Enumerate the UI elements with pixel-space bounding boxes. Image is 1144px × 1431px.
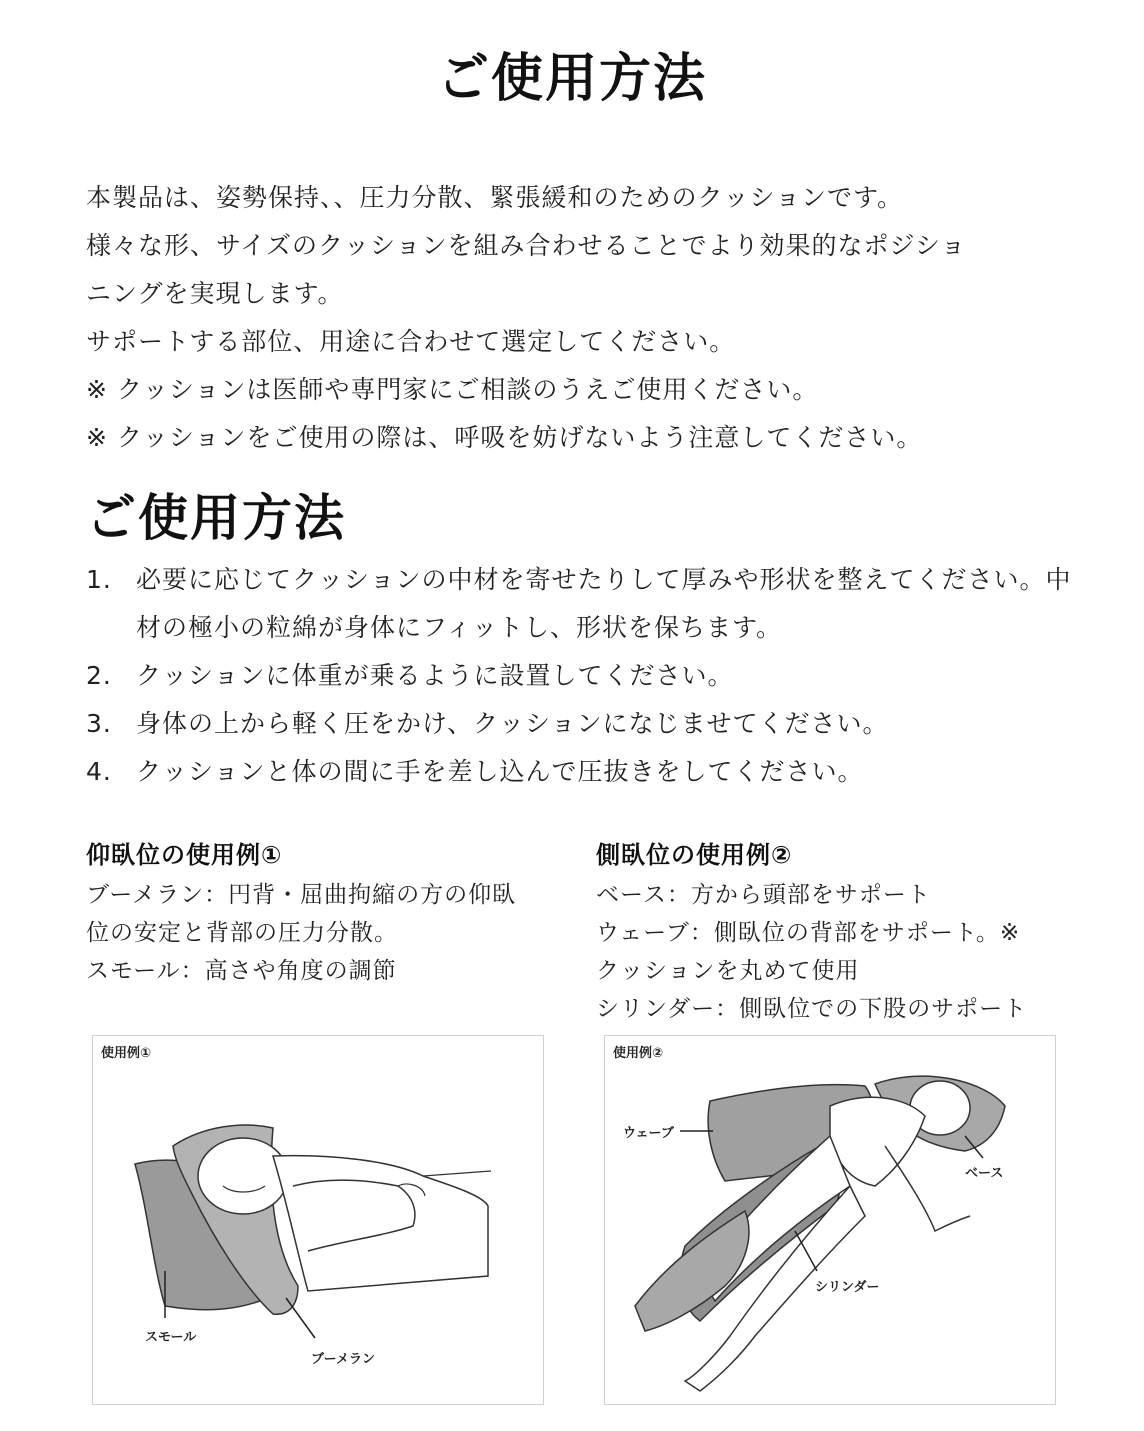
step-text: 必要に応じてクッションの中材を寄せたりして厚みや形状を整えてください。中材の極小の粒綿が身体にフィットし、形状を保ちます。 — [136, 565, 1072, 642]
example-lateral — [596, 836, 1066, 1028]
label-small: スモール — [145, 1330, 197, 1345]
step-number: 1. — [86, 565, 112, 594]
example-line: 位の安定と背部の圧力分散。 — [86, 920, 398, 946]
step-item — [86, 556, 1076, 652]
example-supine — [86, 836, 556, 990]
example-line: クッションを丸めて使用 — [596, 958, 860, 984]
page-title: ご使用方法 — [436, 49, 707, 109]
label-cylinder: シリンダー — [815, 1280, 880, 1295]
step-text: クッションに体重が乗るように設置してください。 — [136, 661, 734, 690]
step-item — [86, 748, 1076, 796]
example-line: ブーメラン：円背・屈曲拘縮の方の仰臥 — [86, 882, 517, 908]
example-line: シリンダー：側臥位での下股のサポート — [596, 996, 1028, 1022]
example-title: 側臥位の使用例② — [596, 841, 793, 869]
illustration-lateral — [604, 1035, 1056, 1405]
intro-line: ニングを実現します。 — [86, 279, 344, 308]
section-title: ご使用方法 — [86, 489, 346, 547]
label-boomerang: ブーメラン — [311, 1352, 375, 1367]
step-item — [86, 700, 1076, 748]
intro-line: ※ クッションは医師や専門家にご相談のうえご使用ください。 — [86, 375, 819, 404]
intro-line: 本製品は、姿勢保持、、圧力分散、緊張緩和のためのクッションです。 — [86, 183, 904, 212]
example-line: ウェーブ：側臥位の背部をサポート。※ — [596, 920, 1021, 946]
step-number: 4. — [86, 757, 112, 786]
intro-text — [86, 174, 1076, 462]
step-item — [86, 652, 1076, 700]
example-line: スモール：高さや角度の調節 — [86, 958, 397, 984]
label-wave: ウェーブ — [623, 1126, 674, 1141]
example-title: 仰臥位の使用例① — [86, 841, 283, 869]
step-number: 3. — [86, 709, 112, 738]
intro-line: サポートする部位、用途に合わせて選定してください。 — [86, 327, 736, 356]
step-text: 身体の上から軽く圧をかけ、クッションになじませてください。 — [136, 709, 889, 738]
label-base: ベース — [965, 1166, 1004, 1181]
step-number: 2. — [86, 661, 112, 690]
illustration-caption: 使用例① — [101, 1046, 152, 1061]
lateral-figure-drawing — [605, 1036, 1055, 1404]
intro-line: ※ クッションをご使用の際は、呼吸を妨げないよう注意してください。 — [86, 423, 923, 452]
illustration-supine — [92, 1035, 544, 1405]
illustration-caption: 使用例② — [613, 1046, 664, 1061]
example-line: ベース：方から頭部をサポート — [596, 882, 931, 908]
step-text: クッションと体の間に手を差し込んで圧抜きをしてください。 — [136, 757, 864, 786]
steps-list — [86, 556, 1076, 796]
intro-line: 様々な形、サイズのクッションを組み合わせることでより効果的なポジショ — [86, 231, 967, 260]
